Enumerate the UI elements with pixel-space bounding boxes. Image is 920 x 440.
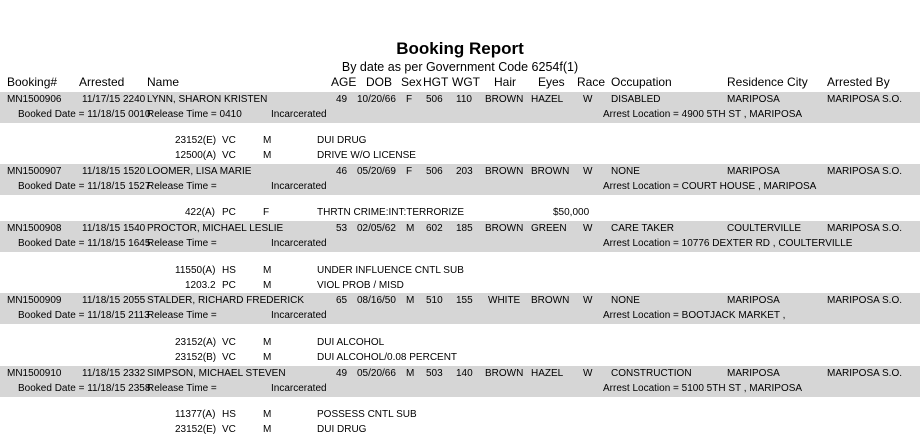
header-hair: Hair — [494, 75, 517, 89]
charge-level: M — [263, 280, 272, 291]
hair: BROWN — [485, 368, 524, 379]
charge-level: M — [263, 424, 272, 435]
booking-number: MN1500907 — [7, 166, 62, 177]
eyes: HAZEL — [531, 94, 564, 105]
release-time: Release Time = — [147, 310, 217, 321]
charge-desc: POSSESS CNTL SUB — [317, 409, 417, 420]
booking-number: MN1500909 — [7, 295, 62, 306]
booking-number: MN1500908 — [7, 223, 62, 234]
dob: 05/20/69 — [357, 166, 396, 177]
booking-detail-row — [0, 308, 920, 324]
sex: M — [406, 223, 415, 234]
header-age: AGE — [331, 75, 357, 89]
booking-detail-row — [0, 179, 920, 195]
hair: BROWN — [485, 166, 524, 177]
dob: 02/05/62 — [357, 223, 396, 234]
residence-city: COULTERVILLE — [727, 223, 802, 234]
occupation: CONSTRUCTION — [611, 368, 692, 379]
residence-city: MARIPOSA — [727, 166, 780, 177]
charge-line — [0, 206, 920, 221]
dob: 08/16/50 — [357, 295, 396, 306]
occupation: NONE — [611, 295, 640, 306]
arrest-datetime: 11/18/15 1540 — [82, 223, 146, 234]
header-wgt: WGT — [452, 75, 480, 89]
charge-type: VC — [222, 150, 236, 161]
booking-summary-row — [0, 221, 920, 236]
header-arrested: Arrested — [79, 75, 125, 89]
charge-type: VC — [222, 352, 236, 363]
race: W — [583, 166, 593, 177]
residence-city: MARIPOSA — [727, 94, 780, 105]
charge-line — [0, 423, 920, 438]
sex: F — [406, 94, 413, 105]
charge-type: PC — [222, 280, 236, 291]
inmate-name: LYNN, SHARON KRISTEN — [147, 94, 268, 105]
height: 503 — [426, 368, 443, 379]
inmate-name: STALDER, RICHARD FREDERICK — [147, 295, 305, 306]
header-occupation: Occupation — [611, 75, 672, 89]
charge-level: M — [263, 337, 272, 348]
weight: 110 — [456, 94, 472, 105]
charge-code: 422(A) — [185, 207, 216, 218]
eyes: GREEN — [531, 223, 567, 234]
eyes: HAZEL — [531, 368, 564, 379]
charge-line — [0, 134, 920, 149]
booking-detail-row — [0, 381, 920, 397]
charge-code: 1203.2 — [185, 280, 216, 291]
weight: 203 — [456, 166, 473, 177]
header-eyes: Eyes — [538, 75, 565, 89]
booking-detail-row — [0, 236, 920, 252]
occupation: CARE TAKER — [611, 223, 674, 234]
race: W — [583, 94, 593, 105]
weight: 185 — [456, 223, 473, 234]
inmate-name: PROCTOR, MICHAEL LESLIE — [147, 223, 284, 234]
hair: WHITE — [488, 295, 521, 306]
charge-type: VC — [222, 337, 236, 348]
arrest-datetime: 11/18/15 2332 — [82, 368, 146, 379]
hair: BROWN — [485, 94, 524, 105]
inmate-name: SIMPSON, MICHAEL STEVEN — [147, 368, 286, 379]
charge-code: 11377(A) — [175, 409, 216, 420]
booking-summary-row — [0, 92, 920, 107]
header-residence-city: Residence City — [727, 75, 808, 89]
hair: BROWN — [485, 223, 524, 234]
residence-city: MARIPOSA — [727, 295, 780, 306]
booking-detail-row — [0, 107, 920, 123]
age: 65 — [336, 295, 348, 306]
booked-date: Booked Date = 11/18/15 0010 — [18, 109, 151, 120]
header-hgt: HGT — [423, 75, 449, 89]
bail-amount: $50,000 — [553, 207, 590, 218]
arresting-agency: MARIPOSA S.O. — [827, 166, 903, 177]
charge-code: 23152(A) — [175, 337, 217, 348]
header-race: Race — [577, 75, 606, 89]
height: 506 — [426, 94, 443, 105]
booked-date: Booked Date = 11/18/15 2113 — [18, 310, 150, 321]
sex: M — [406, 295, 415, 306]
eyes: BROWN — [531, 166, 570, 177]
height: 510 — [426, 295, 443, 306]
age: 53 — [336, 223, 348, 234]
weight: 155 — [456, 295, 473, 306]
release-time: Release Time = — [147, 238, 217, 249]
dob: 10/20/66 — [357, 94, 396, 105]
booking-number: MN1500910 — [7, 368, 62, 379]
header-arrested-by: Arrested By — [827, 75, 890, 89]
charge-line — [0, 408, 920, 423]
charge-code: 23152(E) — [175, 424, 217, 435]
arresting-agency: MARIPOSA S.O. — [827, 223, 903, 234]
inmate-name: LOOMER, LISA MARIE — [147, 166, 252, 177]
weight: 140 — [456, 368, 473, 379]
charge-line — [0, 149, 920, 164]
charge-desc: UNDER INFLUENCE CNTL SUB — [317, 265, 464, 276]
arrest-location: Arrest Location = BOOTJACK MARKET , — [603, 310, 786, 321]
charge-desc: VIOL PROB / MISD — [317, 280, 404, 291]
booking-summary-row — [0, 164, 920, 179]
arrest-location: Arrest Location = 10776 DEXTER RD , COULTERVILLE — [603, 238, 853, 249]
charge-line — [0, 264, 920, 279]
charge-level: M — [263, 135, 272, 146]
release-time: Release Time = — [147, 181, 217, 192]
column-headers — [0, 75, 920, 91]
custody-status: Incarcerated — [271, 109, 327, 120]
charge-type: VC — [222, 135, 236, 146]
arrest-location: Arrest Location = 4900 5TH ST , MARIPOSA — [603, 109, 803, 120]
arresting-agency: MARIPOSA S.O. — [827, 368, 903, 379]
booking-summary-row — [0, 293, 920, 308]
booked-date: Booked Date = 11/18/15 1527 — [18, 181, 151, 192]
arrest-datetime: 11/17/15 2240 — [82, 94, 146, 105]
arrest-location: Arrest Location = COURT HOUSE , MARIPOSA — [603, 181, 817, 192]
sex: F — [406, 166, 413, 177]
release-time: Release Time = — [147, 383, 217, 394]
charge-type: HS — [222, 265, 236, 276]
race: W — [583, 368, 593, 379]
custody-status: Incarcerated — [271, 181, 327, 192]
custody-status: Incarcerated — [271, 310, 327, 321]
header-dob: DOB — [366, 75, 393, 89]
header-booking: Booking# — [7, 75, 58, 89]
booking-summary-row — [0, 366, 920, 381]
charge-desc: DUI DRUG — [317, 135, 367, 146]
charge-code: 23152(E) — [175, 135, 217, 146]
report-subtitle: By date as per Government Code 6254f(1) — [341, 60, 579, 74]
charge-desc: DUI ALCOHOL/0.08 PERCENT — [317, 352, 458, 363]
residence-city: MARIPOSA — [727, 368, 780, 379]
charge-line — [0, 351, 920, 366]
race: W — [583, 295, 593, 306]
charge-level: M — [263, 150, 272, 161]
charge-level: F — [263, 207, 270, 218]
header-name: Name — [147, 75, 180, 89]
charge-level: M — [263, 265, 272, 276]
arrest-datetime: 11/18/15 1520 — [82, 166, 146, 177]
charge-level: M — [263, 409, 272, 420]
occupation: DISABLED — [611, 94, 661, 105]
charge-desc: THRTN CRIME:INT:TERRORIZE — [317, 207, 465, 218]
charge-code: 23152(B) — [175, 352, 217, 363]
charge-type: PC — [222, 207, 236, 218]
charge-code: 11550(A) — [175, 265, 216, 276]
charge-type: HS — [222, 409, 236, 420]
header-sex: Sex — [401, 75, 422, 89]
booked-date: Booked Date = 11/18/15 2358 — [18, 383, 151, 394]
occupation: NONE — [611, 166, 640, 177]
release-time: Release Time = 0410 — [147, 109, 242, 120]
charge-line — [0, 336, 920, 351]
custody-status: Incarcerated — [271, 383, 327, 394]
height: 602 — [426, 223, 443, 234]
booked-date: Booked Date = 11/18/15 1645 — [18, 238, 151, 249]
arresting-agency: MARIPOSA S.O. — [827, 94, 903, 105]
arrest-location: Arrest Location = 5100 5TH ST , MARIPOSA — [603, 383, 803, 394]
custody-status: Incarcerated — [271, 238, 327, 249]
race: W — [583, 223, 593, 234]
charge-desc: DRIVE W/O LICENSE — [317, 150, 416, 161]
dob: 05/20/66 — [357, 368, 396, 379]
eyes: BROWN — [531, 295, 570, 306]
charge-type: VC — [222, 424, 236, 435]
height: 506 — [426, 166, 443, 177]
charge-level: M — [263, 352, 272, 363]
charge-desc: DUI ALCOHOL — [317, 337, 385, 348]
report-title: Booking Report — [396, 39, 524, 58]
age: 46 — [336, 166, 348, 177]
charge-desc: DUI DRUG — [317, 424, 367, 435]
arrest-datetime: 11/18/15 2055 — [82, 295, 146, 306]
charge-line — [0, 279, 920, 294]
age: 49 — [336, 94, 348, 105]
sex: M — [406, 368, 415, 379]
age: 49 — [336, 368, 348, 379]
booking-number: MN1500906 — [7, 94, 62, 105]
charge-code: 12500(A) — [175, 150, 217, 161]
arresting-agency: MARIPOSA S.O. — [827, 295, 903, 306]
